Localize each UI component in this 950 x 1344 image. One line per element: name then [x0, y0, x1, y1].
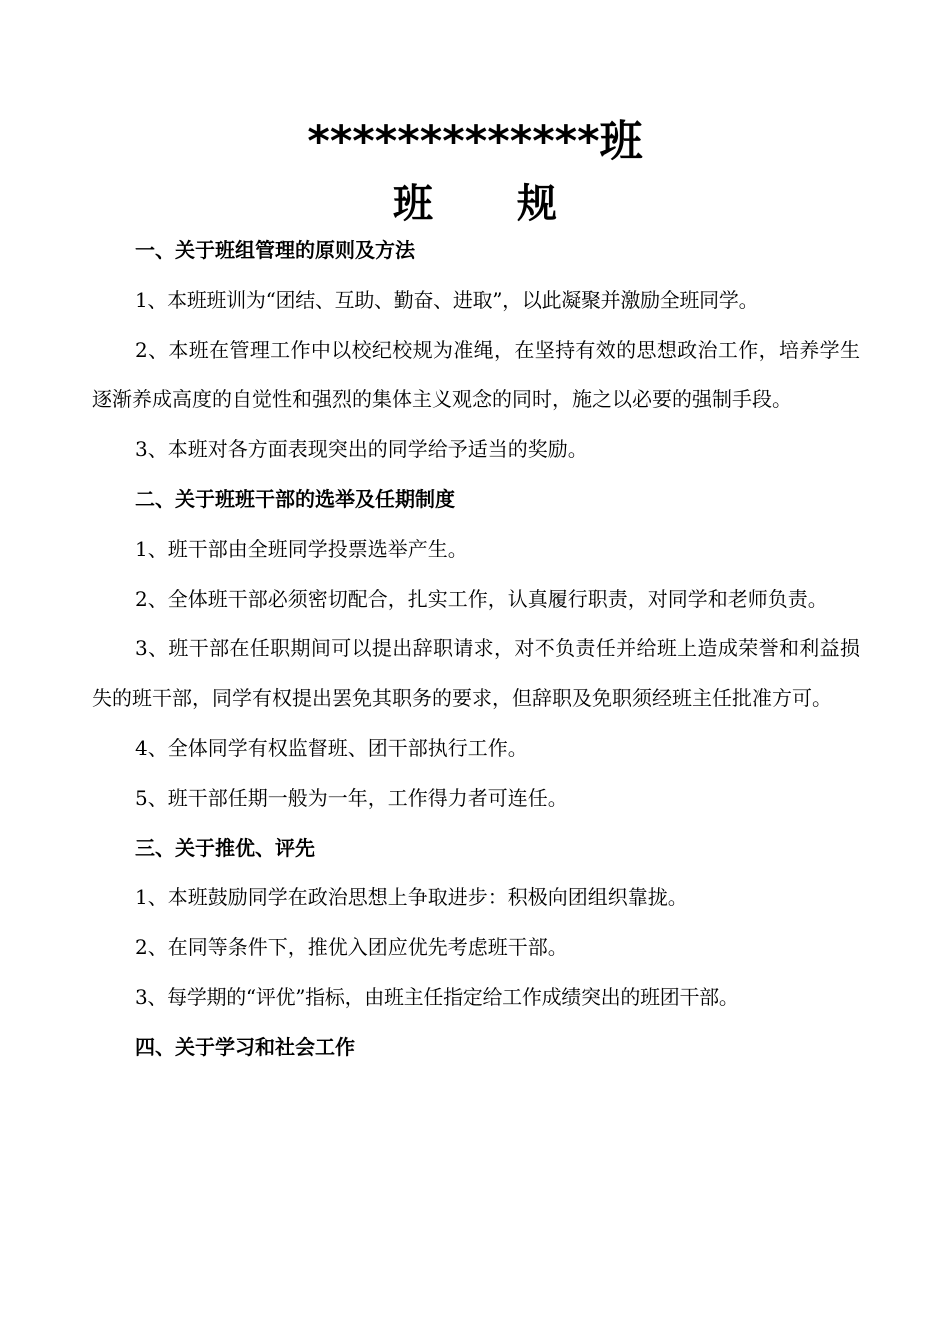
document-subtitle: 班规: [393, 181, 641, 227]
rule-item: 1、本班鼓励同学在政治思想上争取进步：积极向团组织靠拢。: [135, 885, 688, 910]
rule-item: 3、班干部在任职期间可以提出辞职请求，对不负责任并给班上造成荣誉和利益损失的班干部，同学有权提出罢免其职务的要求，但辞职及免职须经班主任批准方可。: [92, 636, 860, 711]
rule-item: 4、全体同学有权监督班、团干部执行工作。: [135, 735, 528, 760]
rule-item: 5、班干部任期一般为一年，工作得力者可连任。: [135, 785, 568, 810]
rule-item: 1、班干部由全班同学投票选举产生。: [135, 536, 468, 561]
rule-item: 3、每学期的“评优”指标，由班主任指定给工作成绩突出的班团干部。: [135, 984, 739, 1009]
section-heading: 三、关于推优、评先: [135, 835, 315, 860]
rule-item: 2、全体班干部必须密切配合，扎实工作，认真履行职责，对同学和老师负责。: [135, 586, 828, 611]
rule-item: 2、在同等条件下，推优入团应优先考虑班干部。: [135, 935, 568, 960]
rule-item: 1、本班班训为“团结、互助、勤奋、进取”，以此凝聚并激励全班同学。: [135, 287, 759, 312]
rule-item: 3、本班对各方面表现突出的同学给予适当的奖励。: [135, 437, 588, 462]
section-heading: 一、关于班组管理的原则及方法: [135, 238, 415, 262]
rule-item: 2、本班在管理工作中以校纪校规为准绳，在坚持有效的思想政治工作，培养学生逐渐养成高度的自觉性和强烈的集体主义观念的同时，施之以必要的强制手段。: [92, 337, 860, 412]
section-heading: 二、关于班班干部的选举及任期制度: [135, 486, 455, 511]
section-heading: 四、关于学习和社会工作: [135, 1034, 355, 1059]
document-title: *************班: [307, 117, 643, 167]
document-body: [92, 226, 860, 1073]
